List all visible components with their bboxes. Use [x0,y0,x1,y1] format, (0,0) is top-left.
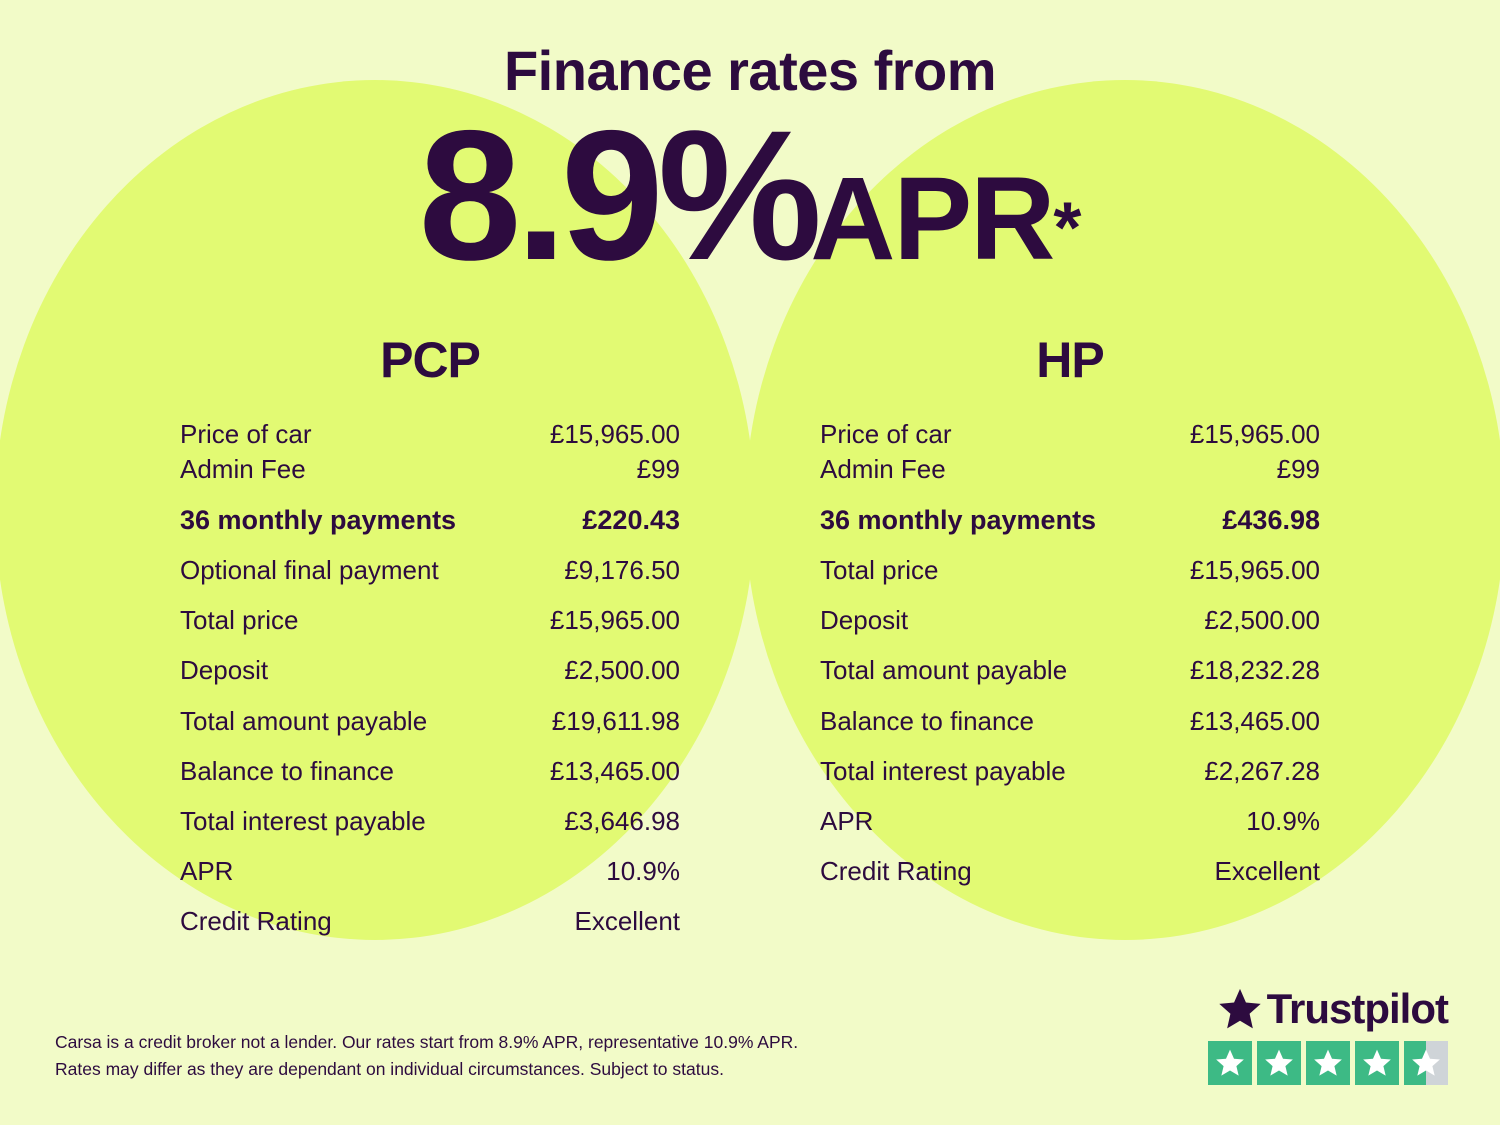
star-icon [1257,1041,1301,1085]
table-row [180,853,680,890]
row-label: 36 monthly payments [180,504,457,535]
finance-rows-pcp [180,417,680,940]
row-value: £2,267.28 [1204,755,1320,786]
row-value: £2,500.00 [564,655,680,686]
star-icon [1355,1041,1399,1085]
table-row [180,652,680,689]
table-row [180,803,680,840]
row-label: Deposit [180,655,269,686]
table-row [820,452,1320,487]
row-value: £13,465.00 [1189,705,1320,736]
table-row-monthly-payments [820,501,1320,539]
row-label: Total price [180,605,299,636]
row-value: £436.98 [1222,504,1320,535]
table-row-monthly-payments [180,501,680,539]
finance-rows-hp [820,417,1320,890]
table-row [820,703,1320,740]
row-value: £15,965.00 [549,418,680,449]
column-title-hp: HP [1036,331,1104,388]
row-label: Optional final payment [180,555,439,586]
row-value: £13,465.00 [549,755,680,786]
table-row [180,552,680,589]
headline-rate-asterisk: * [1053,188,1082,269]
row-label: Admin Fee [820,453,946,484]
row-value: Excellent [1214,855,1320,886]
trustpilot-star-icon [1217,986,1263,1032]
row-label: Balance to finance [180,755,394,786]
row-value: 10.9% [1246,805,1320,836]
headline-rate [0,92,1500,299]
row-value: £15,965.00 [1189,418,1320,449]
row-value: £15,965.00 [549,605,680,636]
finance-column-hp [750,331,1390,940]
row-value: Excellent [574,905,680,936]
row-label: Total price [820,555,939,586]
row-value: £3,646.98 [564,805,680,836]
table-row [180,452,680,487]
trustpilot-name: Trustpilot [1266,985,1448,1032]
row-label: Admin Fee [180,453,306,484]
row-label: 36 monthly payments [820,504,1097,535]
table-row [820,803,1320,840]
row-label: Total amount payable [180,705,428,736]
row-value: £220.43 [582,504,680,535]
legal-disclaimer [55,1029,798,1083]
legal-disclaimer-line-1: Carsa is a credit broker not a lender. Our rates start from 8.9% APR, representative 10.9% APR. [55,1031,799,1052]
finance-column-pcp [110,331,750,940]
row-value: £99 [636,453,680,484]
table-row [820,753,1320,790]
trustpilot-logo [1208,985,1448,1033]
table-row [180,703,680,740]
page-title: Finance rates from [503,39,997,102]
row-value: £9,176.50 [564,555,680,586]
star-icon [1208,1041,1252,1085]
row-label: Credit Rating [820,855,972,886]
row-value: £2,500.00 [1204,605,1320,636]
row-value: £18,232.28 [1189,655,1320,686]
row-label: Balance to finance [820,705,1034,736]
row-label: APR [820,805,874,836]
table-row [820,853,1320,890]
row-label: APR [180,855,234,886]
row-label: Total interest payable [180,805,426,836]
table-row [820,552,1320,589]
table-row [820,417,1320,452]
table-row [180,602,680,639]
table-row [180,903,680,940]
finance-columns [0,331,1500,940]
table-row [820,652,1320,689]
star-half-icon [1404,1041,1448,1085]
row-value: £99 [1276,453,1320,484]
table-row [180,753,680,790]
legal-disclaimer-line-2: Rates may differ as they are dependant on individual circumstances. Subject to status. [55,1058,724,1079]
column-title-pcp: PCP [380,331,480,388]
row-label: Total interest payable [820,755,1066,786]
row-label: Deposit [820,605,909,636]
table-row [820,602,1320,639]
headline-rate-apr: APR [810,152,1054,285]
row-label: Price of car [180,418,312,449]
row-value: £19,611.98 [551,705,680,736]
headline-rate-number: 8.9% [418,92,817,299]
row-label: Total amount payable [820,655,1068,686]
row-label: Credit Rating [180,905,332,936]
trustpilot-stars [1208,1041,1448,1085]
row-value: £15,965.00 [1189,555,1320,586]
table-row [180,417,680,452]
trustpilot-rating[interactable] [1208,985,1448,1085]
row-value: 10.9% [606,855,680,886]
row-label: Price of car [820,418,952,449]
star-icon [1306,1041,1350,1085]
